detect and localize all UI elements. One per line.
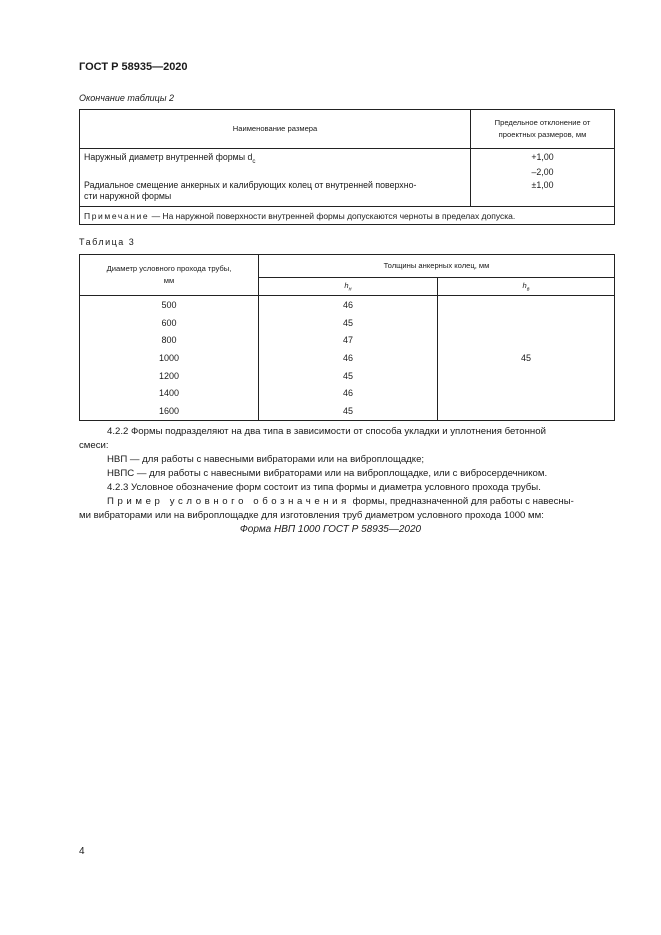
table2-col1-header: Наименование размера [80,110,471,149]
note-label: Примечание [84,210,150,221]
document-header: ГОСТ Р 58935—2020 [79,61,188,73]
table3-hv-header: $h_в$ [438,277,615,295]
table3-caption: Таблица 3 [79,237,136,247]
table2-caption: Окончание таблицы 2 [79,93,174,103]
table2-row1-name: Наружный диаметр внутренней формы $d_с$ [80,149,471,179]
table-row [80,149,615,179]
table2 [79,109,615,225]
table3-diameter: 600 [80,314,259,332]
paragraph-nvp: НВП — для работы с навесными вибраторами или на виброплощадке; [107,454,425,465]
table2-header-row [80,110,615,149]
table2-note [80,207,615,225]
table2-note-row [80,207,615,225]
table2-row2-name: Радиальное смещение анкерных и калибрующих колец от внутренней поверхно- сти наружной формы [80,178,471,207]
table3-hn: 46 [259,296,438,314]
table3-hv-value: 45 [438,296,615,421]
table3-diameter: 1200 [80,367,259,385]
table3-hn: 45 [259,402,438,420]
designation-example: Форма НВП 1000 ГОСТ Р 58935—2020 [239,524,422,535]
table3-diameter: 1400 [80,384,259,402]
note-text: — На наружной поверхности внутренней формы допускаются черноты в пределах допуска. [149,210,516,221]
table3-diameter: 1600 [80,402,259,420]
table3-diameter: 500 [80,296,259,314]
table2-row2-deviation: ±1,00 [471,178,615,207]
paragraph-4-2-2: 4.2.2 Формы подразделяют на два типа в зависимости от способа укладки и уплотнения бетонной смеси: [79,426,546,452]
table3-hn: 47 [259,331,438,349]
paragraph-example-intro: Пример условного обозначения формы, предназначенной для работы с навесны- ми вибраторами или на виброплощадке для изготовления труб диаметром условного прохода 1000 мм: [79,496,574,522]
table2-row1-deviation: +1,00 –2,00 [471,149,615,179]
table3-group-header: Толщины анкерных колец, мм [259,255,615,278]
table3-hn-header: $h_н$ [259,277,438,295]
table2-col2-header: Предельное отклонение от проектных размеров, мм [471,110,615,149]
table3-hn: 46 [259,349,438,367]
table3-header-row [80,255,615,278]
table3-col1-header: Диаметр условного прохода трубы, мм [80,255,259,296]
page-number: 4 [79,846,85,857]
paragraph-4-2-3: 4.2.3 Условное обозначение форм состоит из типа формы и диаметра условного прохода трубы. [107,482,541,493]
table-row [80,296,615,314]
table3-hn: 45 [259,367,438,385]
table3 [79,254,615,421]
table3-hn: 45 [259,314,438,332]
table3-diameter: 800 [80,331,259,349]
table-row [80,178,615,207]
paragraph-nvps: НВПС — для работы с навесными вибраторами или на виброплощадке, или с вибросердечником. [107,468,548,479]
table3-hn: 46 [259,384,438,402]
table3-diameter: 1000 [80,349,259,367]
